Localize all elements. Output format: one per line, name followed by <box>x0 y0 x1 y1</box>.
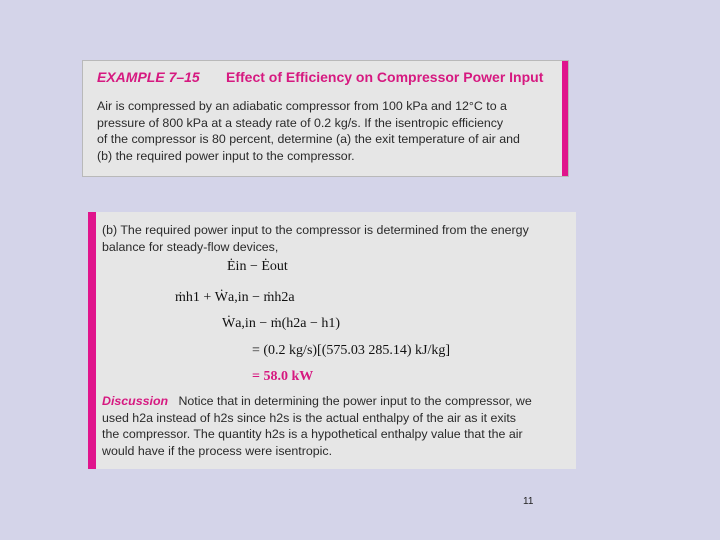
problem-line: (b) the required power input to the compressor. <box>97 148 355 163</box>
solution-intro <box>102 222 564 255</box>
solution-line: (b) The required power input to the compressor is determined from the energy <box>102 223 529 237</box>
equation-enthalpy-balance: ṁh1 + Ẇa,in − ṁh2a <box>175 290 295 305</box>
equation-substitution: = (0.2 kg/s)[(575.03 285.14) kJ/kg] <box>252 343 451 358</box>
discussion-line: used h2a instead of h2s since h2s is the actual enthalpy of the air as it exits <box>102 410 516 425</box>
solution-line: balance for steady-flow devices, <box>102 239 279 254</box>
discussion-line: Notice that in determining the power input to the compressor, we <box>178 394 532 408</box>
page-number: 11 <box>523 496 534 507</box>
problem-statement <box>97 98 559 164</box>
discussion-label: Discussion <box>102 394 169 408</box>
example-header <box>97 69 556 85</box>
example-title: Effect of Efficiency on Compressor Power Input <box>226 69 544 85</box>
discussion-line: would have if the process were isentropic. <box>102 443 333 458</box>
problem-line: Air is compressed by an adiabatic compressor from 100 kPa and 12°C to a <box>97 99 507 113</box>
example-number: EXAMPLE 7–15 <box>97 69 200 85</box>
discussion <box>102 393 564 459</box>
solution-panel <box>88 212 576 469</box>
accent-bar <box>562 61 568 176</box>
accent-bar <box>88 212 96 469</box>
discussion-line: the compressor. The quantity h2s is a hypothetical enthalpy value that the air <box>102 427 523 441</box>
equation-energy-rates: Ėin − Ėout <box>227 259 288 274</box>
problem-line: pressure of 800 kPa at a steady rate of 0.2 kg/s. If the isentropic efficiency <box>97 115 504 130</box>
problem-line: of the compressor is 80 percent, determine (a) the exit temperature of air and <box>97 132 520 146</box>
example-problem-panel <box>82 60 569 177</box>
equation-work-input: Ẇa,in − ṁ(h2a − h1) <box>222 316 341 331</box>
equation-result: = 58.0 kW <box>252 369 314 384</box>
